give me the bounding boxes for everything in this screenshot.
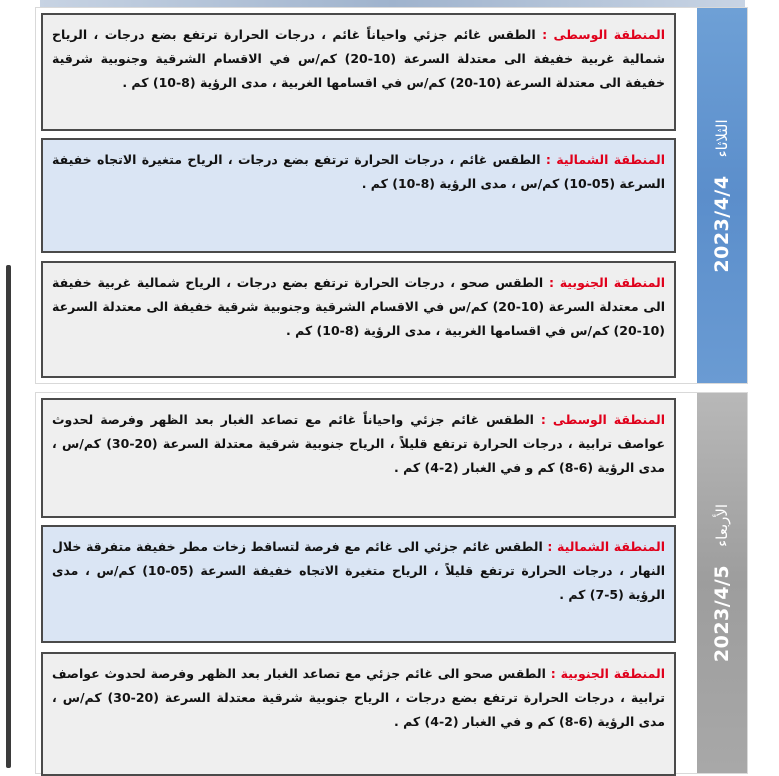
region-forecast-text: الطقس غائم جزئي واحياناً غائم مع تصاعد الغبار بعد الظهر وفرصة لحدوث عواصف ترابية ، درجات الحرارة ترتفع قليلاً ، الرياح جنوبية شرقية معتدلة السرعة (20-30) كم/س ، مدى الرؤية (6-8) كم و في الغبار (2-4) كم . — [52, 412, 665, 475]
region-forecast-north: المنطقة الشمالية : الطقس غائم جزئي الى غائم مع فرصة لتساقط زخات مطر خفيفة متفرقة خلال النهار ، درجات الحرارة ترتفع قليلاً ، الرياح متغيرة الاتجاه خفيفة السرعة (05-10) كم/س ، مدى الرؤية (5-7) كم . — [41, 525, 676, 643]
day-label-tab — [697, 393, 747, 773]
region-name: المنطقة الشمالية — [557, 539, 666, 554]
day-name: الأربعاء — [713, 503, 731, 547]
region-forecast-text: الطقس غائم ، درجات الحرارة ترتفع بضع درجات ، الرياح متغيرة الاتجاه خفيفة السرعة (05-10) كم/س ، مدى الرؤية (8-10) كم . — [52, 152, 665, 191]
region-forecast-south: المنطقة الجنوبية : الطقس صحو الى غائم جزئي مع تصاعد الغبار بعد الظهر وفرصة لحدوث عواصف ترابية ، درجات الحرارة ترتفع بضع درجات ، الرياح جنوبية شرقية معتدلة السرعة (20-30) كم/س ، مدى الرؤية (6-8) كم و في الغبار (2-4) كم . — [41, 652, 676, 776]
day-date: 2023/4/4 — [711, 174, 733, 273]
region-forecast-text: الطقس صحو ، درجات الحرارة ترتفع بضع درجات ، الرياح شمالية غربية خفيفة الى معتدلة السرعة (10-20) كم/س في الاقسام الشرقية وجنوبية شرقية خفيفة الى معتدلة السرعة (10-20) كم/س في اقسامها الغربية ، مدى الرؤية (8-10) كم . — [52, 275, 665, 338]
region-name: المنطقة الوسطى — [552, 412, 665, 427]
region-forecast-north: المنطقة الشمالية : الطقس غائم ، درجات الحرارة ترتفع بضع درجات ، الرياح متغيرة الاتجاه خفيفة السرعة (05-10) كم/س ، مدى الرؤية (8-10) كم . — [41, 138, 676, 253]
region-name: المنطقة الوسطى — [553, 27, 666, 42]
scrollbar[interactable] — [6, 265, 11, 768]
day-name: الثلاثاء — [713, 118, 731, 157]
region-forecast-text: الطقس غائم جزئي واحياناً غائم ، درجات الحرارة ترتفع بضع درجات ، الرياح شمالية غربية خفيفة الى معتدلة السرعة (10-20) كم/س في الاقسام الشرقية وجنوبية شرقية خفيفة الى معتدلة السرعة (10-20) كم/س في اقسامها الغربية ، مدى الرؤية (8-10) كم . — [52, 27, 665, 90]
region-name: المنطقة الشمالية — [556, 152, 666, 167]
day-label-tab — [697, 8, 747, 383]
day-forecast-block — [35, 7, 748, 384]
region-forecast-text: الطقس غائم جزئي الى غائم مع فرصة لتساقط زخات مطر خفيفة متفرقة خلال النهار ، درجات الحرارة ترتفع قليلاً ، الرياح متغيرة الاتجاه خفيفة السرعة (05-10) كم/س ، مدى الرؤية (5-7) كم . — [52, 539, 665, 602]
region-forecast-south: المنطقة الجنوبية : الطقس صحو ، درجات الحرارة ترتفع بضع درجات ، الرياح شمالية غربية خفيفة الى معتدلة السرعة (10-20) كم/س في الاقسام الشرقية وجنوبية شرقية خفيفة الى معتدلة السرعة (10-20) كم/س في اقسامها الغربية ، مدى الرؤية (8-10) كم . — [41, 261, 676, 378]
day-forecast-block — [35, 392, 748, 774]
region-name: المنطقة الجنوبية — [560, 666, 665, 681]
region-name: المنطقة الجنوبية — [559, 275, 665, 290]
region-forecast-central: المنطقة الوسطى : الطقس غائم جزئي واحياناً غائم ، درجات الحرارة ترتفع بضع درجات ، الرياح شمالية غربية خفيفة الى معتدلة السرعة (10-20) كم/س في الاقسام الشرقية وجنوبية شرقية خفيفة الى معتدلة السرعة (10-20) كم/س في اقسامها الغربية ، مدى الرؤية (8-10) كم . — [41, 13, 676, 131]
header-strip — [40, 0, 745, 7]
region-forecast-text: الطقس صحو الى غائم جزئي مع تصاعد الغبار بعد الظهر وفرصة لحدوث عواصف ترابية ، درجات الحرارة ترتفع بضع درجات ، الرياح جنوبية شرقية معتدلة السرعة (20-30) كم/س ، مدى الرؤية (6-8) كم و في الغبار (2-4) كم . — [52, 666, 665, 729]
region-forecast-central: المنطقة الوسطى : الطقس غائم جزئي واحياناً غائم مع تصاعد الغبار بعد الظهر وفرصة لحدوث عواصف ترابية ، درجات الحرارة ترتفع قليلاً ، الرياح جنوبية شرقية معتدلة السرعة (20-30) كم/س ، مدى الرؤية (6-8) كم و في الغبار (2-4) كم . — [41, 398, 676, 518]
day-date: 2023/4/5 — [711, 564, 733, 663]
